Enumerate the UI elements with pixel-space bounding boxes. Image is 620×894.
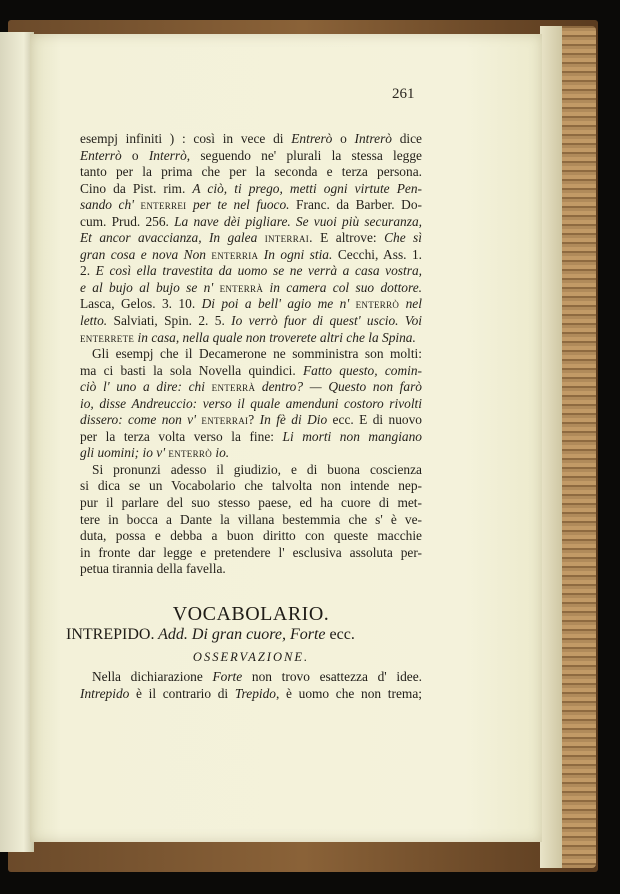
italic-text: La nave dèi pigliare. Se vuoi più securanza,	[174, 213, 422, 229]
text-line	[80, 280, 422, 297]
italic-text: in camera col suo dottore.	[263, 279, 422, 295]
small-caps-text: enterrò	[168, 445, 213, 461]
italic-text: dentro? — Questo non farò	[255, 379, 423, 395]
italic-text: nel	[399, 296, 422, 312]
italic-text: sando ch'	[80, 197, 141, 213]
text-line	[80, 197, 422, 214]
text-run: Cino da Pist. rim.	[80, 180, 193, 196]
text-run: non trovo esattezza d' idee.	[242, 669, 422, 684]
subheading: OSSERVAZIONE.	[192, 650, 310, 664]
italic-text: Interrò	[148, 147, 187, 163]
italic-text: Enterrò	[80, 147, 122, 163]
text-line	[80, 545, 422, 562]
text-run: ma ci basti la sola Novella quindici.	[80, 362, 303, 378]
page-number: 261	[392, 86, 415, 102]
text-run: si dica se un Vocabolario che talvolta non intende nep-	[80, 478, 422, 494]
text-run: E altrove:	[312, 230, 385, 246]
small-caps-text: enterrai	[201, 412, 249, 428]
text-line	[80, 512, 422, 529]
italic-text: per te nel fuoco.	[186, 197, 290, 213]
text-line	[80, 296, 422, 313]
italic-text: letto.	[80, 313, 108, 329]
small-caps-text: enterrà	[211, 379, 256, 395]
text-line	[80, 230, 422, 247]
italic-text: gran cosa e nova Non	[80, 246, 212, 262]
text-line	[80, 131, 422, 148]
text-run: in fronte dar legge e pretendere l' esclusiva assoluta per-	[80, 544, 422, 560]
text-run: o	[121, 147, 149, 163]
italic-text: Trepido	[234, 685, 276, 701]
italic-text: Li morti non mangiano	[282, 428, 422, 444]
text-run: per la terza volta verso la fine:	[80, 428, 283, 444]
text-line	[80, 412, 422, 429]
text-line	[80, 686, 422, 703]
italic-text: dissero: come non v'	[80, 412, 202, 428]
text-run: Franc. da Barber. Do-	[289, 197, 422, 213]
small-caps-text: interrai.	[264, 230, 313, 246]
text-line	[80, 445, 422, 462]
text-run: Cecchi, Ass. 1.	[332, 246, 422, 262]
italic-text: A ciò, ti prego, metti ogni virtute Pen-	[192, 180, 422, 196]
facing-page-edge	[0, 32, 34, 852]
text-line	[80, 346, 422, 363]
text-run: Nella dichiarazione	[92, 669, 213, 684]
text-line	[80, 495, 422, 512]
text-line	[80, 263, 422, 280]
small-caps-text: enterria	[211, 246, 259, 262]
italic-text: io, disse Andreuccio: verso il quale amenduni costoro rivolti	[80, 395, 422, 411]
text-run: , è uomo che non trema;	[276, 685, 423, 701]
text-run: o	[332, 131, 355, 146]
text-run: duta, possa e debba a buon diritto con queste macchie	[80, 528, 422, 544]
italic-text: In fè di Dio	[259, 412, 328, 428]
small-caps-text: enterrei	[140, 197, 187, 213]
text-run: dice	[391, 131, 423, 146]
text-line	[80, 148, 422, 165]
text-run: è il contrario di	[129, 685, 235, 701]
text-run: pur il parlare del suo stesso paese, ed ha cuore di met-	[80, 495, 422, 511]
italic-text: Fatto questo, comin-	[302, 362, 423, 378]
italic-text: Forte	[212, 669, 243, 684]
text-line	[80, 396, 422, 413]
italic-text: ciò l' uno a dire: chi	[80, 379, 212, 395]
small-caps-text: enterrò	[355, 296, 400, 312]
italic-text: Di poi a bell' agio me n'	[201, 296, 356, 312]
italic-text: Che sì	[384, 230, 422, 246]
dictionary-entry	[66, 626, 426, 644]
text-line	[80, 313, 422, 330]
text-run: tere in bocca a Dante la villana bestemmia che s' è ve-	[80, 511, 422, 527]
italic-text: gli uomini; io v'	[80, 445, 169, 461]
italic-text: e al bujo al bujo se n'	[80, 279, 220, 295]
text-line	[80, 164, 422, 181]
italic-text: io.	[212, 445, 230, 461]
text-run: Gli esempj che il Decamerone ne somministra son molti:	[92, 346, 422, 362]
text-line	[80, 247, 422, 264]
text-run: Salviati, Spin. 2. 5.	[107, 313, 232, 329]
italic-text: Intrepido	[80, 685, 130, 701]
observation-text	[80, 669, 422, 702]
book-fore-edge	[540, 26, 596, 868]
text-run: Si pronunzi adesso il giudizio, e di buona coscienza	[92, 461, 422, 477]
entry-definition: Add. Di gran cuore, Forte	[154, 626, 326, 643]
text-line	[80, 429, 422, 446]
body-text	[80, 131, 422, 578]
text-run: 2.	[80, 263, 96, 279]
text-line	[80, 363, 422, 380]
italic-text: Intrerò	[354, 131, 392, 146]
text-line	[80, 330, 422, 347]
italic-text: Entrerò	[291, 131, 333, 146]
italic-text: E così ella travestita da uomo se ne verrà a casa vostra,	[95, 263, 422, 279]
italic-text: in casa, nella quale non troverete altri che la Spina.	[134, 329, 416, 345]
italic-text: In ogni stia.	[258, 246, 333, 262]
small-caps-text: enterrà	[219, 279, 264, 295]
text-line	[80, 462, 422, 479]
section-heading: VOCABOLARIO.	[172, 603, 330, 625]
text-line	[80, 478, 422, 495]
text-line	[80, 181, 422, 198]
text-run: Lasca, Gelos. 3. 10.	[80, 296, 202, 312]
text-run: petua tirannia della favella.	[80, 561, 226, 577]
text-line	[80, 669, 422, 686]
small-caps-text: enterrete	[80, 329, 135, 345]
text-run: tanto per la prima che per la seconda e terza persona.	[80, 164, 422, 180]
text-line	[80, 561, 422, 578]
text-line	[80, 214, 422, 231]
entry-suffix: ecc.	[325, 626, 355, 643]
entry-headword: INTREPIDO.	[66, 626, 155, 643]
text-run: ecc. E di nuovo	[327, 412, 422, 428]
text-line	[80, 528, 422, 545]
text-run: , seguendo ne' plurali la stessa legge	[186, 147, 423, 163]
italic-text: Io verrò fuor di quest' uscio. Voi	[231, 313, 422, 329]
text-run: ?	[248, 412, 260, 428]
text-line	[80, 379, 422, 396]
text-run: esempj infiniti ) : così in vece di	[80, 131, 292, 146]
italic-text: Et ancor avaccianza, In galea	[80, 230, 265, 246]
text-run: cum. Prud. 256.	[80, 213, 175, 229]
